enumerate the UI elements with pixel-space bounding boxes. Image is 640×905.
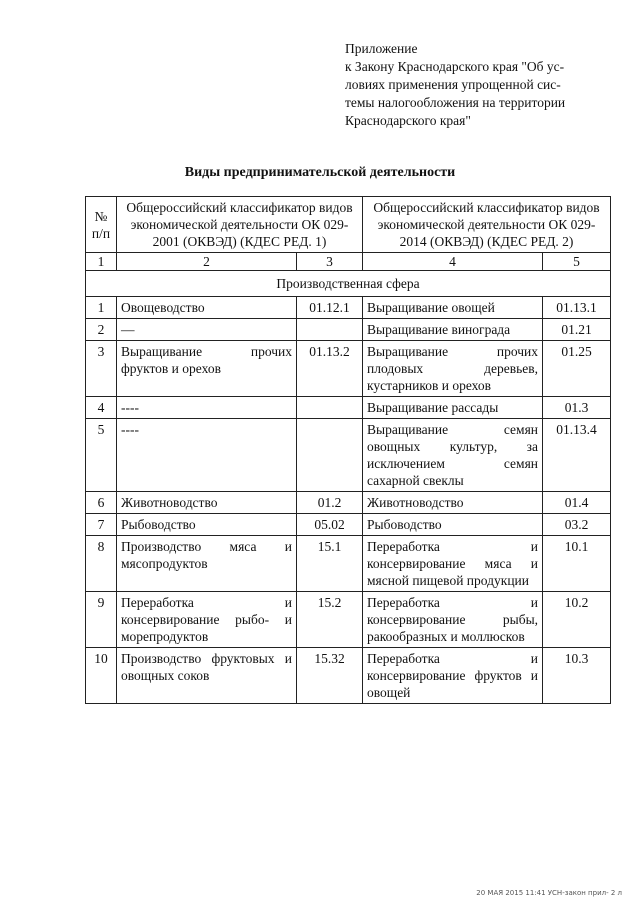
- okved2-name: Выращивание семян овощных культур, за исключением семян сахарной свеклы: [363, 419, 543, 492]
- okved1-code: 15.32: [297, 648, 363, 704]
- row-number: 3: [86, 341, 117, 397]
- okved2-code: 10.1: [543, 536, 611, 592]
- okved1-name: —: [117, 319, 297, 341]
- table-row: [86, 592, 611, 648]
- row-number: 4: [86, 397, 117, 419]
- col-number: 2: [117, 253, 297, 271]
- okved1-name: Производство фруктовых и овощных соков: [117, 648, 297, 704]
- col-number: 4: [363, 253, 543, 271]
- okved2-code: 01.4: [543, 492, 611, 514]
- appendix-line: темы налогообложения на территории: [345, 95, 566, 110]
- header-okved1: Общероссийский классификатор видов экономической деятельности ОК 029-2001 (ОКВЭД) (КДЕС РЕД. 1): [117, 197, 363, 253]
- appendix-note: [345, 40, 605, 130]
- table-row: [86, 514, 611, 536]
- okved2-code: 01.25: [543, 341, 611, 397]
- okved2-name: Рыбоводство: [363, 514, 543, 536]
- okved1-name: Производство мяса и мясопродуктов: [117, 536, 297, 592]
- section-row: [86, 271, 611, 297]
- okved1-code: 15.2: [297, 592, 363, 648]
- table-row: [86, 397, 611, 419]
- col-number: 3: [297, 253, 363, 271]
- okved2-code: 01.3: [543, 397, 611, 419]
- okved2-code: 01.21: [543, 319, 611, 341]
- okved1-code: 05.02: [297, 514, 363, 536]
- okved1-code: 01.2: [297, 492, 363, 514]
- row-number: 1: [86, 297, 117, 319]
- okved2-name: Переработка и консервирование рыбы, ракообразных и моллюсков: [363, 592, 543, 648]
- okved2-code: 03.2: [543, 514, 611, 536]
- table-row: [86, 341, 611, 397]
- okved1-name: Животноводство: [117, 492, 297, 514]
- appendix-line: к Закону Краснодарского края "Об ус-: [345, 59, 565, 74]
- okved1-name: Овощеводство: [117, 297, 297, 319]
- okved1-name: ----: [117, 419, 297, 492]
- col-number: 1: [86, 253, 117, 271]
- okved1-code: 01.13.2: [297, 341, 363, 397]
- okved2-name: Выращивание овощей: [363, 297, 543, 319]
- okved2-name: Выращивание винограда: [363, 319, 543, 341]
- table-row: [86, 319, 611, 341]
- row-number: 10: [86, 648, 117, 704]
- header-okved2: Общероссийский классификатор видов экономической деятельности ОК 029-2014 (ОКВЭД) (КДЕС РЕД. 2): [363, 197, 611, 253]
- row-number: 7: [86, 514, 117, 536]
- table-row: [86, 648, 611, 704]
- section-title: Производственная сфера: [86, 271, 611, 297]
- col-number: 5: [543, 253, 611, 271]
- okved1-code: 01.12.1: [297, 297, 363, 319]
- column-numbers-row: [86, 253, 611, 271]
- appendix-line: ловиях применения упрощенной сис-: [345, 77, 561, 92]
- okved1-code: [297, 419, 363, 492]
- appendix-line: Приложение: [345, 41, 418, 56]
- okved2-name: Переработка и консервирование фруктов и овощей: [363, 648, 543, 704]
- activities-table: [85, 196, 611, 704]
- appendix-line: Краснодарского края": [345, 113, 471, 128]
- okved2-name: Выращивание рассады: [363, 397, 543, 419]
- okved2-name: Выращивание прочих плодовых деревьев, кустарников и орехов: [363, 341, 543, 397]
- okved2-code: 01.13.1: [543, 297, 611, 319]
- table-header-row: [86, 197, 611, 253]
- row-number: 8: [86, 536, 117, 592]
- okved1-name: Переработка и консервирование рыбо- и морепродуктов: [117, 592, 297, 648]
- okved1-name: Выращивание прочих фруктов и орехов: [117, 341, 297, 397]
- okved1-name: Рыбоводство: [117, 514, 297, 536]
- table-row: [86, 419, 611, 492]
- fax-footer: 20 МАЯ 2015 11:41 УСН-закон прил- 2 л: [476, 889, 622, 897]
- row-number: 6: [86, 492, 117, 514]
- table-row: [86, 536, 611, 592]
- okved1-code: 15.1: [297, 536, 363, 592]
- header-num: № п/п: [86, 197, 117, 253]
- okved1-code: [297, 397, 363, 419]
- okved2-name: Переработка и консервирование мяса и мясной пищевой продукции: [363, 536, 543, 592]
- table-row: [86, 297, 611, 319]
- row-number: 5: [86, 419, 117, 492]
- okved1-code: [297, 319, 363, 341]
- okved2-code: 10.2: [543, 592, 611, 648]
- document-title: Виды предпринимательской деятельности: [184, 165, 456, 180]
- table-row: [86, 492, 611, 514]
- row-number: 2: [86, 319, 117, 341]
- row-number: 9: [86, 592, 117, 648]
- okved1-name: ----: [117, 397, 297, 419]
- okved2-code: 01.13.4: [543, 419, 611, 492]
- okved2-code: 10.3: [543, 648, 611, 704]
- okved2-name: Животноводство: [363, 492, 543, 514]
